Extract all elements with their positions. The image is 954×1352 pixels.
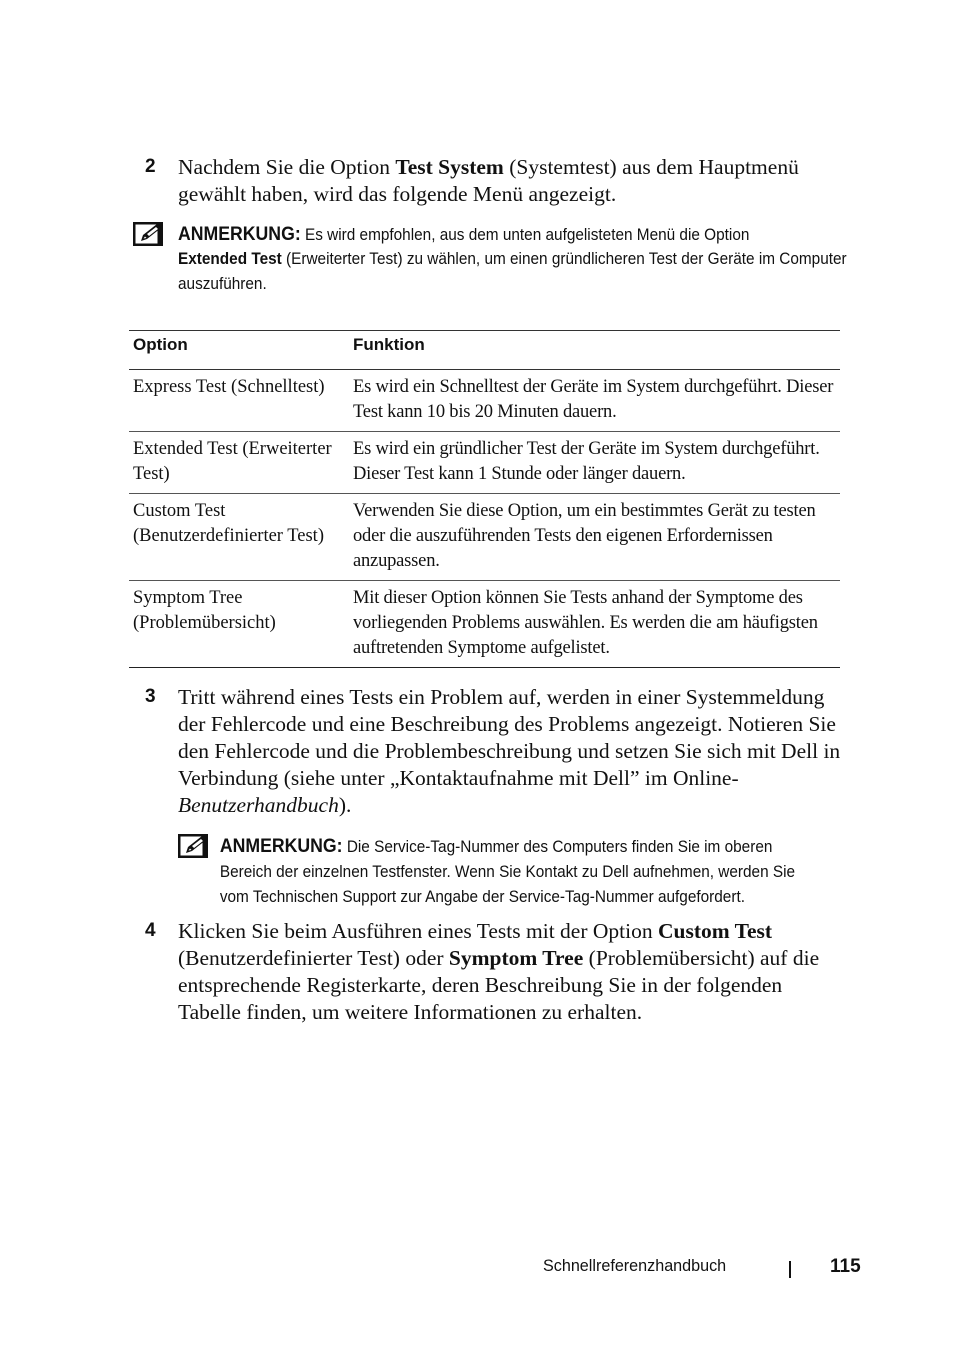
column-header-function: Funktion <box>353 335 425 354</box>
step-text-bold: Symptom Tree <box>448 946 584 970</box>
note-pencil-icon <box>133 222 163 246</box>
step-number: 2 <box>145 156 156 177</box>
step-text-bold: Custom Test <box>657 919 773 943</box>
step-text-part: (Systemtest) aus dem Hauptmenü gewählt haben, wird das folgende Menü angezeigt. <box>178 155 799 206</box>
step-text-part: Klicken Sie beim Ausführen eines Tests mit der Option <box>178 919 658 943</box>
note-1-body <box>178 247 898 297</box>
option-cell: Symptom Tree (Problemübersicht) <box>133 588 276 633</box>
step-text-part: (Benutzerdefinierter Test) oder <box>178 946 449 970</box>
step-text-italic: Benutzerhandbuch <box>178 793 339 817</box>
options-table <box>129 330 840 668</box>
column-header-option: Option <box>133 335 188 354</box>
step-text-part: Nachdem Sie die Option <box>178 155 396 179</box>
step-number: 3 <box>145 686 156 707</box>
step-text-part: (Problemübersicht) auf die entsprechende Registerkarte, deren Beschreibung Sie in der folgenden Tabelle finden, um weitere Informationen zu erhalten. <box>178 946 820 1024</box>
note-text <box>178 247 848 297</box>
table-row <box>129 581 840 668</box>
function-cell: Es wird ein gründlicher Test der Geräte im System durchgeführt. Dieser Test kann 1 Stunde oder länger dauern. <box>353 439 820 484</box>
step-2 <box>145 154 845 208</box>
option-cell: Custom Test (Benutzerdefinierter Test) <box>133 501 324 546</box>
option-cell: Express Test (Schnelltest) <box>133 377 325 397</box>
step-text <box>178 918 845 1026</box>
step-text <box>178 154 845 208</box>
step-text-part: ). <box>338 793 352 817</box>
table-header-row <box>129 331 840 370</box>
note-text-part: (Erweiterter Test) zu wählen, um einen gründlicheren Test der Geräte im Computer auszuführen. <box>178 250 847 293</box>
function-cell: Mit dieser Option können Sie Tests anhand der Symptome des vorliegenden Problems auswählen. Es werden die am häufigsten auftretenden Symptome aufgelistet. <box>353 588 818 658</box>
note-text-part: Es wird empfohlen, aus dem unten aufgelisteten Menü die Option <box>300 226 750 244</box>
note-text <box>178 834 820 910</box>
footer-title: Schnellreferenzhandbuch <box>543 1256 727 1275</box>
note-2 <box>178 834 868 910</box>
note-text-part: Die Service-Tag-Nummer des Computers finden Sie im oberen Bereich der einzelnen Testfenster. Wenn Sie Kontakt zu Dell aufnehmen, werden Sie vom Technischen Support zur Angabe der Service-Tag-Nummer aufgefordert. <box>219 838 796 906</box>
table-row <box>129 432 840 494</box>
table-row <box>129 370 840 432</box>
step-text <box>178 684 845 819</box>
table-row <box>129 494 840 581</box>
option-cell: Extended Test (Erweiterter Test) <box>133 439 332 484</box>
page-number: 115 <box>830 1256 861 1277</box>
step-text-bold: Test System <box>395 155 504 179</box>
footer-separator <box>789 1261 791 1278</box>
step-text-part: Tritt während eines Tests ein Problem auf, werden in einer Systemmeldung der Fehlercode und eine Beschreibung des Problems angezeigt. Notieren Sie den Fehlercode und die Problembeschreibung und setzen Sie sich mit Dell in Verbindung (siehe unter „Kontaktaufnahme mit Dell” im Online- <box>178 685 841 790</box>
note-1 <box>133 222 858 245</box>
note-heading: ANMERKUNG: <box>219 836 343 857</box>
step-number: 4 <box>145 920 156 941</box>
step-4 <box>145 918 845 1026</box>
note-bold: Extended Test <box>178 250 282 268</box>
function-cell: Verwenden Sie diese Option, um ein bestimmtes Gerät zu testen oder die auszuführenden Tests den eigenen Erfordernissen anzupassen. <box>353 501 816 571</box>
note-text <box>178 222 810 248</box>
function-cell: Es wird ein Schnelltest der Geräte im System durchgeführt. Dieser Test kann 10 bis 20 Minuten dauern. <box>353 377 834 422</box>
note-heading: ANMERKUNG: <box>178 224 301 245</box>
step-3 <box>145 684 845 819</box>
